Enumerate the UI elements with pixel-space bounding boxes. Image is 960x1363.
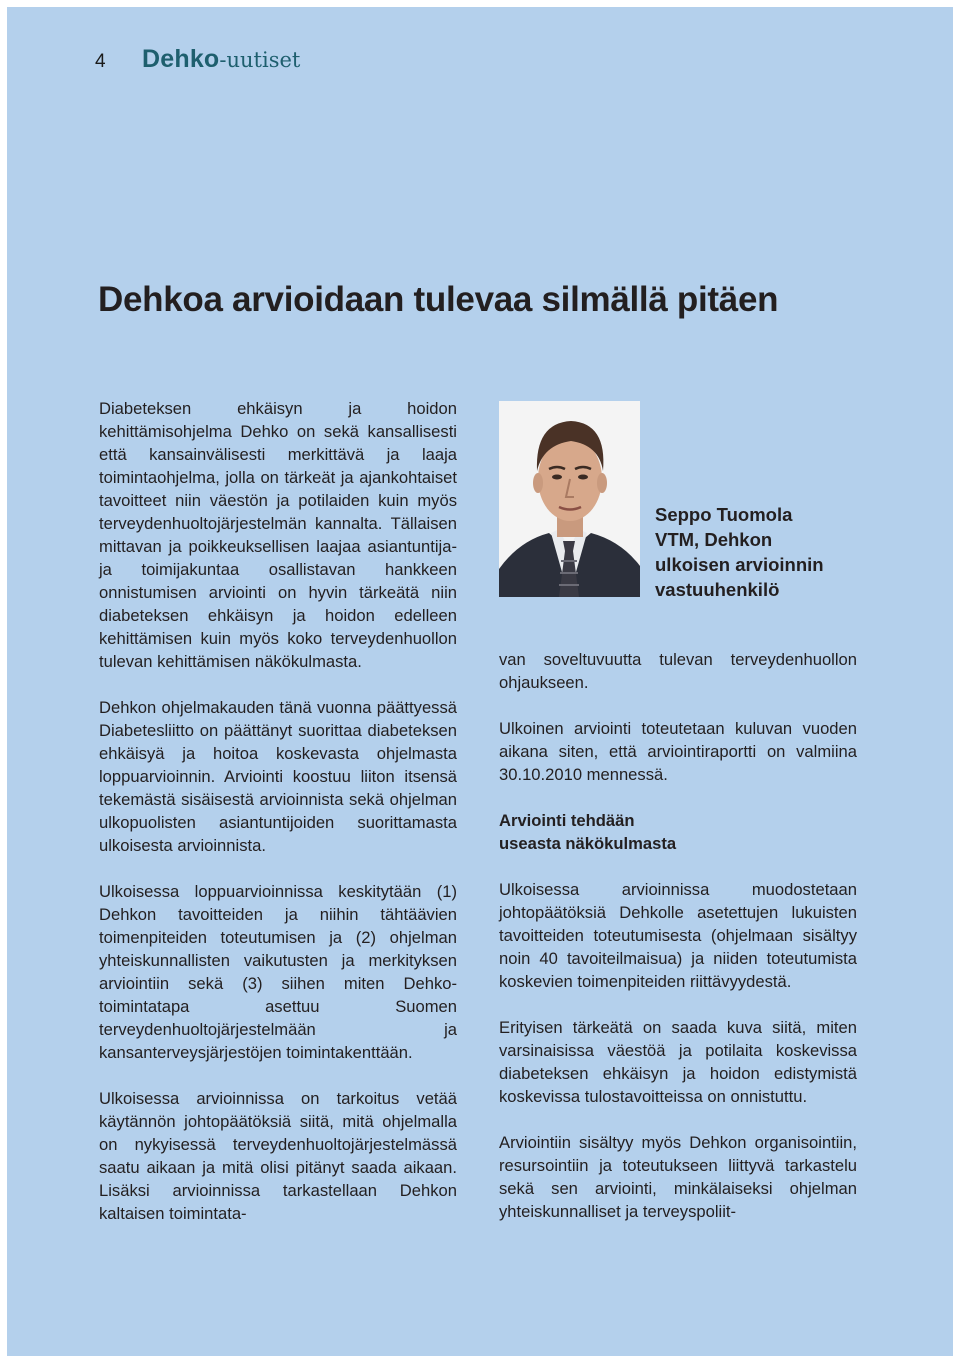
photo-caption — [655, 502, 875, 602]
subheading-line: useasta näkökulmasta — [499, 834, 677, 853]
masthead — [142, 45, 300, 74]
page-number: 4 — [95, 51, 106, 72]
article-paragraph: van soveltuvuutta tulevan terveydenhuollon ohjaukseen. — [499, 650, 857, 692]
article-paragraph: Ulkoisessa loppuarvioinnissa keskitytään (1) Dehkon tavoitteiden ja niihin tähtäävien toimenpiteiden toteutumisen ja (2) ohjelman yhteiskunnallisten vaikutusten ja merkityksen arviointiin sekä (3) siihen miten Dehko-toimintatapa asettuu Suomen terveydenhuoltojärjestelmään ja kansanterveysjärjestöjen toimintakenttään. — [99, 882, 457, 1062]
section-subheading — [499, 809, 857, 855]
article-paragraph: Diabeteksen ehkäisyn ja hoidon kehittämisohjelma Dehko on sekä kansallisesti että kansainvälisesti merkittävä ja laaja toimintaohjelma, jolla on tärkeät ja ajankohtaiset tavoitteet niin väestön ja potilaiden kuin myös terveydenhuoltojärjestelmän kannalta. Tällaisen mittavan ja poikkeuksellisen laajaa asiantuntija- ja toimijakuntaa osallistavan hankkeen onnistumisen arviointi on hyvin tärkeätä niin diabeteksen ehkäisyn ja hoidon edelleen kehittämisen kuin myös koko terveydenhuollon tulevan kehittämisen näkökulmasta. — [99, 399, 457, 671]
article-headline: Dehkoa arvioidaan tulevaa silmällä pitäen — [98, 280, 779, 319]
article-right-column — [499, 648, 857, 1246]
caption-line: VTM, Dehkon — [655, 529, 773, 550]
caption-line: ulkoisen arvioinnin — [655, 554, 824, 575]
article-paragraph: Ulkoisessa arvioinnissa on tarkoitus vetää käytännön johtopäätöksiä siitä, mitä ohjelmalla on nykyisessä terveydenhuoltojärjestelmässä saatu aikaan ja mitä olisi pitänyt saada aikaan. Lisäksi arvioinnissa tarkastellaan Dehkon kaltaisen toimintata- — [99, 1089, 457, 1223]
caption-line: vastuuhenkilö — [655, 579, 780, 600]
article-left-column — [99, 397, 457, 1248]
article-paragraph: Arviointiin sisältyy myös Dehkon organisointiin, resursointiin ja toteutukseen liittyvä tarkastelu sekä sen arviointi, minkälaiseksi ohjelman yhteiskunnalliset ja terveyspoliit- — [499, 1133, 857, 1221]
masthead-brand: Dehko — [142, 45, 220, 73]
article-paragraph: Ulkoinen arviointi toteutetaan kuluvan vuoden aikana siten, että arviointiraportti on valmiina 30.10.2010 mennessä. — [499, 719, 857, 784]
portrait-photo — [499, 401, 640, 597]
article-paragraph: Ulkoisessa arvioinnissa muodostetaan johtopäätöksiä Dehkolle asetettujen lukuisten tavoitteiden toteutumisesta (ohjelmaan sisältyy noin 40 tavoiteilmaisua) ja niiden toteutumista koskevien toimenpiteiden riittävyydestä. — [499, 880, 857, 991]
article-paragraph: Dehkon ohjelmakauden tänä vuonna päättyessä Diabetesliitto on päättänyt suorittaa diabeteksen ehkäisyä ja hoitoa koskevasta ohjelmasta loppuarvioinnin. Arviointi koostuu liiton itsensä tekemästä sisäisestä arvioinnista sekä ohjelman ulkopuolisten asiantuntijoiden suorittamasta ulkoisesta arvioinnista. — [99, 698, 457, 855]
caption-line: Seppo Tuomola — [655, 504, 793, 525]
subheading-line: Arviointi tehdään — [499, 811, 635, 830]
article-paragraph: Erityisen tärkeätä on saada kuva siitä, miten varsinaisissa väestöä ja potilaita koskevissa diabeteksen ehkäisyn ja hoidon edistymistä koskevissa tulostavoitteissa on onnistuttu. — [499, 1018, 857, 1106]
masthead-suffix: -uutiset — [219, 48, 301, 72]
